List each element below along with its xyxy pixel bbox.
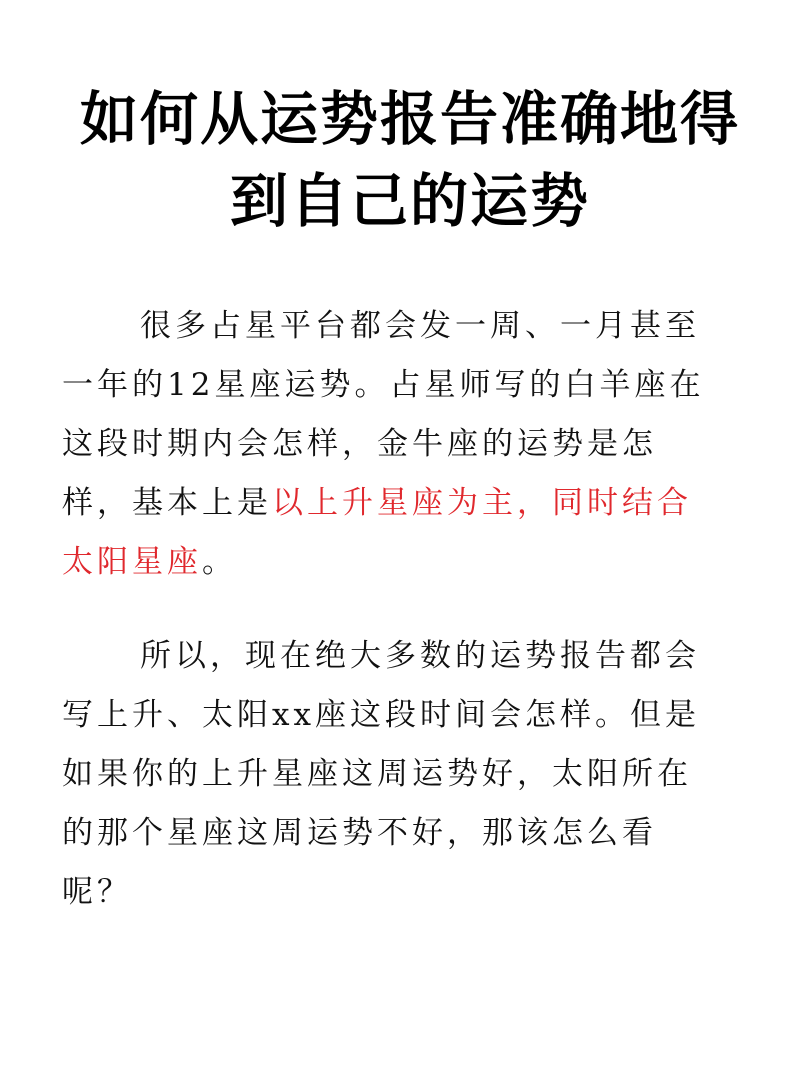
paragraph-2: [62, 627, 738, 922]
paragraph-2-line-3: 如果你的上升星座这周运势好，太阳所在: [62, 756, 692, 792]
paragraph-2-line-2: 写上升、太阳xx座这段时间会怎样。但是: [62, 697, 700, 733]
title-line-2: 到自己的运势: [229, 167, 590, 235]
paragraph-1-line-5-tail: 。: [202, 544, 237, 580]
paragraph-2-line-1: 所以，现在绝大多数的运势报告都会: [140, 638, 700, 674]
paragraph-1-line-3: 这段时期内会怎样，金牛座的运势是怎: [62, 426, 657, 462]
paragraph-1-line-5: [62, 533, 738, 592]
paragraph-2-line-5: 呢？: [62, 874, 132, 910]
paragraph-2-line-4: 的那个星座这周运势不好，那该怎么看: [62, 815, 657, 851]
paragraph-1: [62, 297, 738, 592]
highlight-text: 以上升星座为主，同时结合: [272, 485, 692, 521]
paragraph-1-line-2: 一年的12星座运势。占星师写的白羊座在: [62, 367, 705, 403]
paragraph-1-line-4: [62, 474, 738, 533]
title-line-1: 如何从运势报告准确地得: [79, 85, 740, 153]
paragraph-1-line-1: 很多占星平台都会发一周、一月甚至: [140, 308, 700, 344]
paragraph-1-line-4-text: 样，基本上是: [62, 485, 272, 521]
highlight-text-continued: 太阳星座: [62, 544, 202, 580]
page-title: [60, 78, 760, 242]
